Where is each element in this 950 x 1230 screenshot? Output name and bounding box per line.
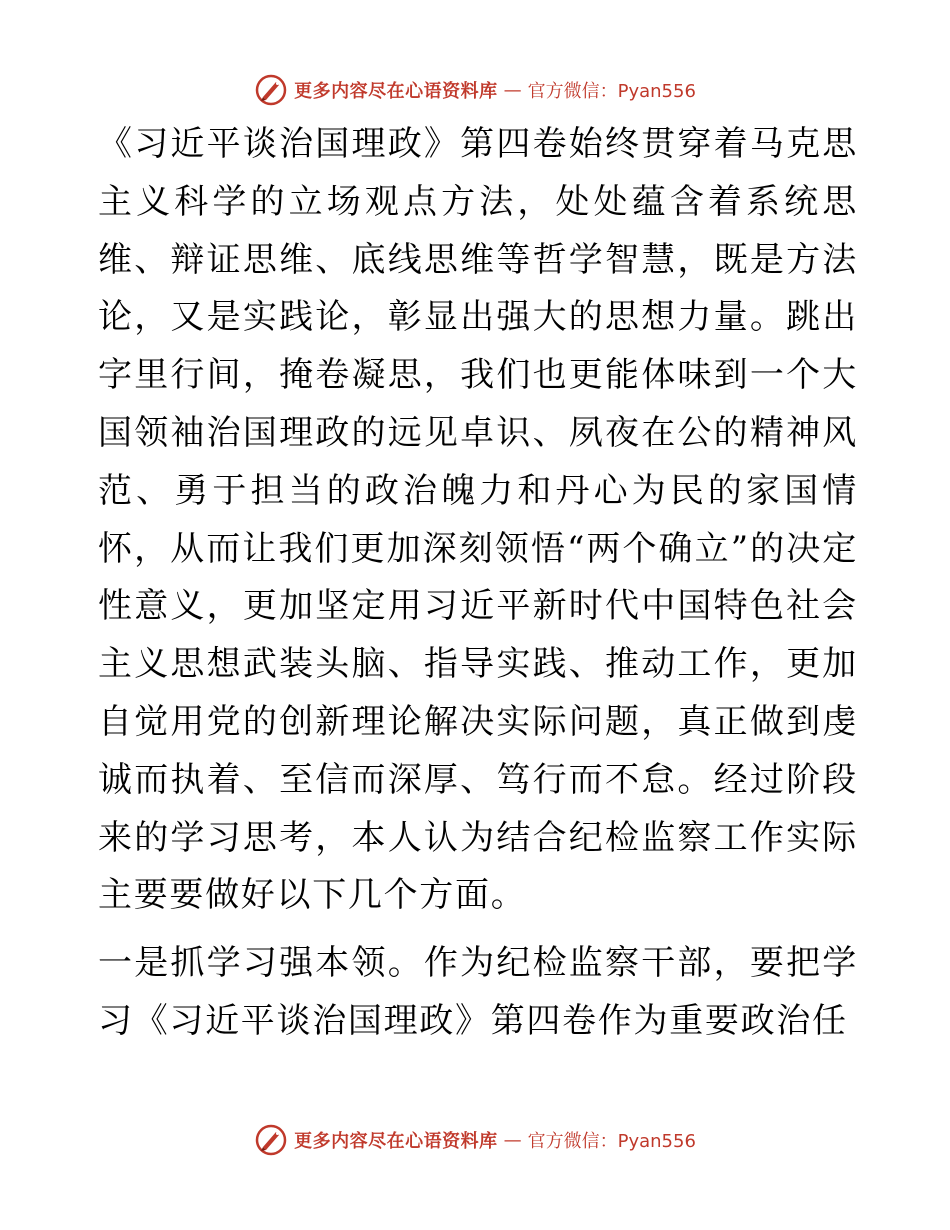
- pen-logo-icon: [254, 1123, 288, 1157]
- watermark-contact: 官方微信：Pyan556: [527, 1131, 696, 1152]
- paragraph-intro: 《习近平谈治国理政》第四卷始终贯穿着马克思主义科学的立场观点方法，处处蕴含着系统思维、辩证思维、底线思维等哲学智慧，既是方法论，又是实践论，彰显出强大的思想力量。跳出字里行间，掩卷凝思，我们也更能体味到一个大国领袖治国理政的远见卓识、夙夜在公的精神风范、勇于担当的政治魄力和丹心为民的家国情怀，从而让我们更加深刻领悟“两个确立”的决定性意义，更加坚定用习近平新时代中国特色社会主义思想武装头脑、指导实践、推动工作，更加自觉用党的创新理论解决实际问题，真正做到虔诚而执着、至信而深厚、笃行而不怠。经过阶段来的学习思考，本人认为结合纪检监察工作实际主要要做好以下几个方面。: [98, 124, 858, 916]
- watermark-header: [0, 70, 950, 110]
- paragraph-point-one: 一是抓学习强本领。作为纪检监察干部，要把学习《习近平谈治国理政》第四卷作为重要政治任: [98, 943, 858, 1041]
- watermark-site-text: 更多内容尽在心语资料库: [294, 81, 498, 102]
- watermark-footer: [0, 1120, 950, 1160]
- document-body: [98, 116, 858, 1051]
- watermark-separator: —: [503, 79, 522, 101]
- pen-logo-icon: [254, 73, 288, 107]
- watermark-site-text: 更多内容尽在心语资料库: [294, 1131, 498, 1152]
- watermark-separator: —: [503, 1129, 522, 1151]
- watermark-contact: 官方微信：Pyan556: [527, 81, 696, 102]
